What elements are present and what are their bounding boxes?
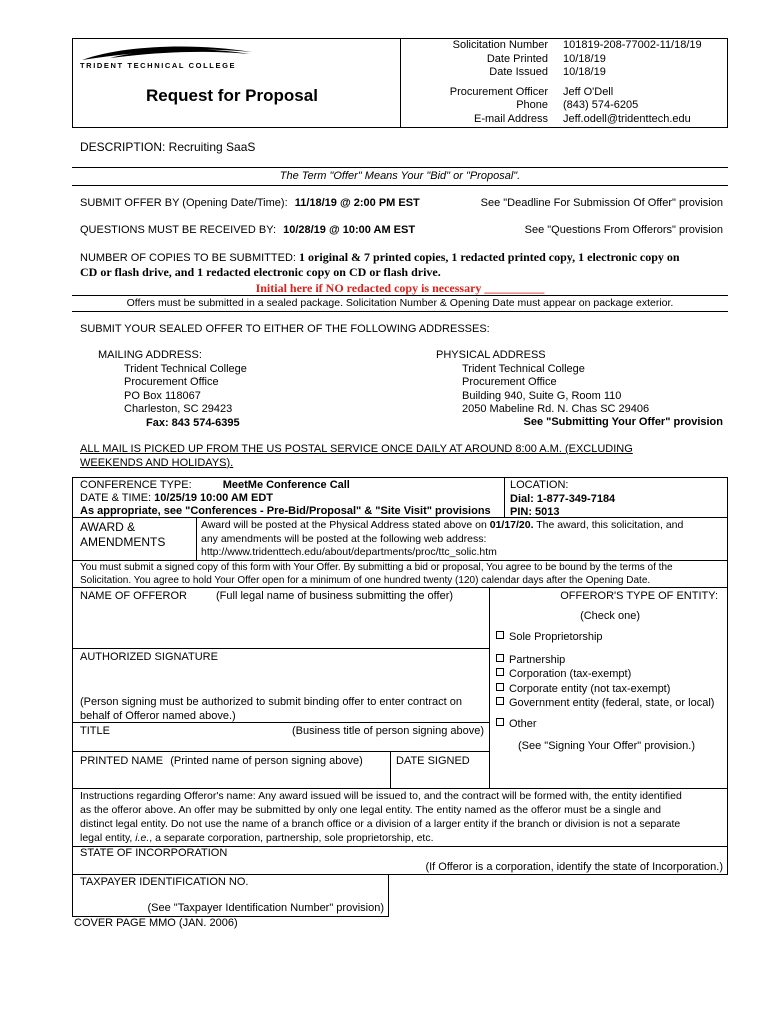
questions-value: 10/28/19 @ 10:00 AM EST <box>283 224 416 236</box>
email-label: E-mail Address <box>474 112 548 125</box>
conference-divider <box>504 477 505 518</box>
conference-see-note: As appropriate, see "Conferences - Pre-Bid/Proposal" & "Site Visit" provisions <box>80 505 491 517</box>
copies-label: NUMBER OF COPIES TO BE SUBMITTED: <box>80 252 296 264</box>
submit-offer-value: 11/18/19 @ 2:00 PM EST <box>294 197 420 209</box>
physical-line: Building 940, Suite G, Room 110 <box>462 389 622 402</box>
mail-pickup-note <box>80 443 633 470</box>
sig-hint-line2: behalf of Offeror named above.) <box>80 709 236 722</box>
state-of-incorporation-hint: (If Offeror is a corporation, identify the state of Incorporation.) <box>425 861 723 873</box>
instructions-text <box>80 789 726 845</box>
entity-option-corporation-tax-exempt[interactable] <box>496 667 714 682</box>
entity-options <box>496 630 714 731</box>
name-of-offeror-field[interactable] <box>76 605 484 645</box>
mail-note-line1: ALL MAIL IS PICKED UP FROM THE US POSTAL SERVICE ONCE DAILY AT AROUND 8:00 A.M. (EXCLUDING <box>80 443 633 455</box>
entity-option-corporate-entity[interactable] <box>496 682 714 697</box>
copies-value-line1: 1 original & 7 printed copies, 1 redacted printed copy, 1 electronic copy on <box>299 250 680 264</box>
mailing-line: Charleston, SC 29423 <box>124 403 233 415</box>
redacted-initial-note: Initial here if NO redacted copy is necessary __________ <box>255 281 545 295</box>
location-pin: PIN: 5013 <box>510 506 560 518</box>
questions-label: QUESTIONS MUST BE RECEIVED BY: <box>80 224 277 236</box>
mailing-heading: MAILING ADDRESS: <box>98 349 202 361</box>
taxpayer-hint: (See "Taxpayer Identification Number" provision) <box>147 902 384 914</box>
award-divider <box>196 517 197 561</box>
award-date: 01/17/20. <box>489 519 534 531</box>
award-url-link[interactable]: http://www.tridenttech.edu/about/departments/proc/ttc_solic.htm <box>201 546 497 558</box>
submit-offer-provision: See "Deadline For Submission Of Offer" provision <box>480 197 723 209</box>
header-divider <box>400 38 401 128</box>
entity-option-other[interactable] <box>496 717 714 732</box>
entity-option-label: Other <box>509 717 537 730</box>
award-text-part: Award will be posted at the Physical Address stated above on <box>201 519 490 531</box>
date-issued-value: 10/18/19 <box>563 66 606 78</box>
printed-name-hint: (Printed name of person signing above) <box>170 755 363 767</box>
instructions-line: Instructions regarding Offeror's name: Any award issued will be issued to, and the contract will be formed with, the entity identified <box>80 790 682 802</box>
solicitation-number-value: 101819-208-77002-11/18/19 <box>563 39 702 51</box>
authorized-signature-label: AUTHORIZED SIGNATURE <box>80 651 218 663</box>
award-label-line1: AWARD & <box>80 520 136 534</box>
sealed-note: Offers must be submitted in a sealed package. Solicitation Number & Opening Date must appear on package exterior. <box>126 297 674 309</box>
submit-offer-label: SUBMIT OFFER BY (Opening Date/Time): <box>80 197 288 209</box>
entity-heading: OFFEROR'S TYPE OF ENTITY: <box>560 590 718 602</box>
instructions-ie: i.e. <box>135 832 150 844</box>
college-logo <box>80 40 255 62</box>
instructions-line: as the offeror above. An offer may be submitted by only one legal entity. The entity named as the offeror must be a single and <box>80 804 661 816</box>
authorized-signature-field[interactable] <box>76 665 484 693</box>
instructions-part: , a separate corporation, partnership, sole proprietorship, etc. <box>149 832 434 844</box>
footer-form-id: COVER PAGE MMO (JAN. 2006) <box>74 917 238 929</box>
award-text-line2: any amendments will be posted at the following web address: <box>201 532 487 545</box>
award-label <box>80 520 165 550</box>
award-text-part: The award, this solicitation, and <box>533 519 684 531</box>
entity-option-sole-proprietorship[interactable] <box>496 630 714 645</box>
submit-offer-row <box>80 197 420 209</box>
physical-heading: PHYSICAL ADDRESS <box>436 349 546 361</box>
procurement-officer-label: Procurement Officer <box>449 85 548 98</box>
conference-datetime-label: DATE & TIME: <box>80 492 152 504</box>
signed-copy-line2: Solicitation. You agree to hold Your Offer open for a minimum of one hundred twenty (120) calendar days after the Opening Date. <box>80 575 651 586</box>
award-text <box>201 519 726 560</box>
phone-label: Phone <box>516 99 548 111</box>
addresses-intro: SUBMIT YOUR SEALED OFFER TO EITHER OF THE FOLLOWING ADDRESSES: <box>80 323 490 335</box>
entity-other-note: (See "Signing Your Offer" provision.) <box>518 740 695 752</box>
printed-top-rule <box>72 751 489 752</box>
checkbox[interactable] <box>496 683 504 691</box>
signed-copy-note <box>80 561 726 587</box>
name-of-offeror-hint: (Full legal name of business submitting the offer) <box>216 590 454 602</box>
conference-type-label: CONFERENCE TYPE: <box>80 479 192 491</box>
conference-location <box>510 479 615 520</box>
date-printed-value: 10/18/19 <box>563 52 606 65</box>
page-title: Request for Proposal <box>146 86 318 105</box>
printed-name-row <box>80 755 363 767</box>
checkbox[interactable] <box>496 697 504 705</box>
state-of-incorporation-label: STATE OF INCORPORATION <box>80 847 228 859</box>
logo-text: TRIDENT TECHNICAL COLLEGE <box>80 61 237 70</box>
conference-type-row <box>80 479 350 491</box>
term-rule <box>72 185 728 186</box>
description: DESCRIPTION: Recruiting SaaS <box>80 140 256 154</box>
name-of-offeror-label: NAME OF OFFEROR <box>80 590 187 602</box>
entity-option-label: Corporation (tax-exempt) <box>509 668 632 680</box>
header-labels <box>402 39 548 126</box>
title-label: TITLE <box>80 725 110 737</box>
term-note: The Term "Offer" Means Your "Bid" or "Proposal". <box>279 170 521 182</box>
printed-name-label: PRINTED NAME <box>80 755 164 767</box>
entity-option-label: Corporate entity (not tax-exempt) <box>509 682 671 695</box>
header-values <box>563 39 727 126</box>
physical-provision: See "Submitting Your Offer" provision <box>523 416 723 428</box>
questions-provision: See "Questions From Offerors" provision <box>524 224 723 236</box>
authorized-signature-hint <box>80 696 462 723</box>
location-label: LOCATION: <box>510 479 569 491</box>
date-issued-label: Date Issued <box>489 66 548 78</box>
award-label-line2: AMENDMENTS <box>80 535 166 549</box>
sealed-rule-bottom <box>72 311 728 312</box>
mailing-fax: Fax: 843 574-6395 <box>146 416 240 429</box>
title-hint: (Business title of person signing above) <box>292 725 484 737</box>
entity-check-one: (Check one) <box>580 610 640 622</box>
entity-option-label: Government entity (federal, state, or local) <box>509 697 715 709</box>
physical-line: Trident Technical College <box>462 362 585 375</box>
checkbox[interactable] <box>496 668 504 676</box>
questions-row <box>80 224 415 236</box>
entity-option-partnership[interactable] <box>496 653 714 668</box>
taxpayer-label: TAXPAYER IDENTIFICATION NO. <box>80 876 249 888</box>
email-value[interactable]: Jeff.odell@tridenttech.edu <box>563 112 691 125</box>
entity-option-label: Partnership <box>509 653 566 666</box>
title-rule <box>72 722 489 723</box>
sig-hint-line1: (Person signing must be authorized to submit binding offer to enter contract on <box>80 696 462 708</box>
name-bottom-rule <box>72 648 489 649</box>
entity-option-government-entity[interactable] <box>496 696 714 711</box>
entity-option-label: Sole Proprietorship <box>509 631 603 643</box>
conference-type-value: MeetMe Conference Call <box>222 479 350 491</box>
checkbox[interactable] <box>496 718 504 726</box>
physical-line: Procurement Office <box>462 376 557 388</box>
date-printed-label: Date Printed <box>486 52 548 65</box>
date-signed-divider <box>390 751 391 789</box>
mailing-address <box>98 349 247 430</box>
physical-line: 2050 Mabeline Rd. N. Chas SC 29406 <box>462 403 650 415</box>
copies-value-line2: CD or flash drive, and 1 redacted electronic copy on CD or flash drive. <box>80 265 441 279</box>
conference-datetime-value: 10/25/19 10:00 AM EDT <box>154 492 273 504</box>
mailing-line: Procurement Office <box>124 376 219 388</box>
solicitation-number-label: Solicitation Number <box>452 39 548 51</box>
description-rule <box>72 167 728 168</box>
location-dial: Dial: 1-877-349-7184 <box>510 492 616 505</box>
date-signed-label: DATE SIGNED <box>396 755 470 767</box>
phone-value: (843) 574-6205 <box>563 99 639 111</box>
mailing-line: PO Box 118067 <box>124 389 201 402</box>
checkbox[interactable] <box>496 654 504 662</box>
checkbox[interactable] <box>496 631 504 639</box>
mail-note-line2: WEEKENDS AND HOLIDAYS). <box>80 456 234 469</box>
copies-block <box>80 250 730 279</box>
signed-copy-line1: You must submit a signed copy of this form with Your Offer. By submitting a bid or proposal, You agree to be bound by the terms of the <box>80 562 673 573</box>
procurement-officer-value: Jeff O'Dell <box>563 85 614 98</box>
instructions-line: distinct legal entity. Do not use the name of a branch office or a division of a larger entity if the branch or division is not a separate <box>80 818 681 830</box>
physical-address <box>436 349 649 417</box>
mailing-line: Trident Technical College <box>124 362 247 375</box>
sealed-rule-top <box>72 295 728 296</box>
conference-datetime-row <box>80 492 273 504</box>
instructions-part: legal entity, <box>80 832 136 844</box>
